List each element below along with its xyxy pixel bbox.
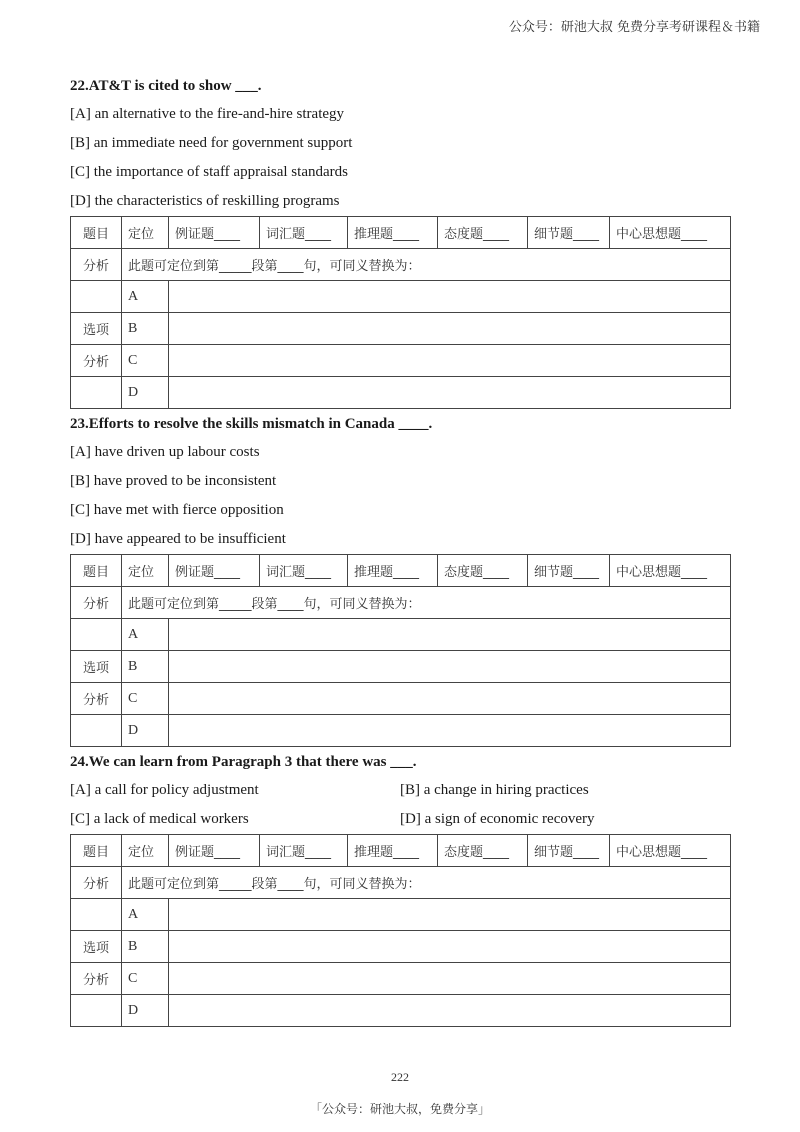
type-main-idea[interactable]: 中心思想题____ (610, 835, 731, 867)
option-analysis-label-2: 分析 (71, 345, 122, 377)
option-letter-a: A (122, 619, 169, 651)
option-a: [A] a call for policy adjustment (70, 782, 259, 798)
option-b: [B] a change in hiring practices (400, 782, 589, 798)
option-c: [C] have met with fierce opposition (70, 502, 284, 518)
option-analysis-label (71, 899, 122, 931)
option-d-analysis-cell[interactable] (169, 715, 731, 747)
option-row (70, 805, 730, 834)
row-label-analysis: 分析 (71, 867, 122, 899)
option-d-analysis-cell[interactable] (169, 377, 731, 409)
option-c-analysis-cell[interactable] (169, 683, 731, 715)
option-letter-b: B (122, 931, 169, 963)
option-letter-b: B (122, 313, 169, 345)
option-analysis-label-1: 选项 (71, 931, 122, 963)
option-analysis-label-1: 选项 (71, 313, 122, 345)
option-a-analysis-cell[interactable] (169, 619, 731, 651)
option-letter-d: D (122, 377, 169, 409)
type-attitude[interactable]: 态度题____ (438, 217, 528, 249)
option-d: [D] a sign of economic recovery (400, 811, 595, 827)
analysis-table (70, 834, 731, 1027)
locate-text[interactable]: 此题可定位到第_____段第____句，可同义替换为： (122, 587, 731, 619)
type-inference[interactable]: 推理题____ (348, 555, 438, 587)
option-d-analysis-cell[interactable] (169, 995, 731, 1027)
locate-text[interactable]: 此题可定位到第_____段第____句，可同义替换为： (122, 867, 731, 899)
type-attitude[interactable]: 态度题____ (438, 835, 528, 867)
type-vocabulary[interactable]: 词汇题____ (260, 217, 348, 249)
type-example[interactable]: 例证题____ (169, 835, 260, 867)
type-detail[interactable]: 细节题____ (528, 835, 610, 867)
option-b-analysis-cell[interactable] (169, 651, 731, 683)
type-inference[interactable]: 推理题____ (348, 835, 438, 867)
locate-text[interactable]: 此题可定位到第_____段第____句，可同义替换为： (122, 249, 731, 281)
header-note: 公众号：研池大叔 免费分享考研课程＆书籍 (508, 20, 760, 35)
option-analysis-label-1: 选项 (71, 651, 122, 683)
option-letter-b: B (122, 651, 169, 683)
type-detail[interactable]: 细节题____ (528, 555, 610, 587)
option-analysis-label-end (71, 995, 122, 1027)
locate-label: 定位 (122, 217, 169, 249)
type-main-idea[interactable]: 中心思想题____ (610, 217, 731, 249)
option-analysis-label-2: 分析 (71, 683, 122, 715)
option-b: [B] have proved to be inconsistent (70, 473, 277, 489)
question-22 (70, 73, 730, 409)
type-detail[interactable]: 细节题____ (528, 217, 610, 249)
option-analysis-label-end (71, 715, 122, 747)
option-row (70, 776, 730, 805)
option-analysis-label (71, 281, 122, 313)
type-vocabulary[interactable]: 词汇题____ (260, 555, 348, 587)
option-analysis-label (71, 619, 122, 651)
option-b: [B] an immediate need for government support (70, 135, 353, 151)
option-d: [D] have appeared to be insufficient (70, 531, 286, 547)
option-letter-d: D (122, 715, 169, 747)
option-analysis-label-2: 分析 (71, 963, 122, 995)
type-example[interactable]: 例证题____ (169, 555, 260, 587)
type-vocabulary[interactable]: 词汇题____ (260, 835, 348, 867)
option-letter-a: A (122, 899, 169, 931)
question-23 (70, 411, 730, 747)
option-letter-c: C (122, 345, 169, 377)
analysis-table (70, 216, 731, 409)
option-analysis-label-end (71, 377, 122, 409)
option-a-analysis-cell[interactable] (169, 281, 731, 313)
option-c: [C] a lack of medical workers (70, 811, 249, 827)
row-label-title: 题目 (71, 555, 122, 587)
question-stem: 22.AT&T is cited to show ___. (70, 78, 262, 94)
row-label-title: 题目 (71, 217, 122, 249)
row-label-analysis: 分析 (71, 249, 122, 281)
option-a: [A] an alternative to the fire-and-hire strategy (70, 106, 345, 122)
locate-label: 定位 (122, 835, 169, 867)
option-letter-c: C (122, 963, 169, 995)
option-letter-d: D (122, 995, 169, 1027)
option-letter-a: A (122, 281, 169, 313)
question-24 (70, 749, 730, 1027)
option-c-analysis-cell[interactable] (169, 345, 731, 377)
page-number: 222 (391, 1070, 409, 1084)
option-b-analysis-cell[interactable] (169, 931, 731, 963)
locate-label: 定位 (122, 555, 169, 587)
option-letter-c: C (122, 683, 169, 715)
option-d: [D] the characteristics of reskilling programs (70, 193, 340, 209)
option-b-analysis-cell[interactable] (169, 313, 731, 345)
analysis-table (70, 554, 731, 747)
question-stem: 23.Efforts to resolve the skills mismatch in Canada ____. (70, 416, 433, 432)
option-a: [A] have driven up labour costs (70, 444, 260, 460)
option-c-analysis-cell[interactable] (169, 963, 731, 995)
footer-note: 「公众号：研池大叔，免费分享」 (309, 1102, 490, 1116)
question-stem: 24.We can learn from Paragraph 3 that there was ___. (70, 754, 417, 770)
type-inference[interactable]: 推理题____ (348, 217, 438, 249)
type-example[interactable]: 例证题____ (169, 217, 260, 249)
type-attitude[interactable]: 态度题____ (438, 555, 528, 587)
row-label-title: 题目 (71, 835, 122, 867)
option-c: [C] the importance of staff appraisal standards (70, 164, 348, 180)
row-label-analysis: 分析 (71, 587, 122, 619)
type-main-idea[interactable]: 中心思想题____ (610, 555, 731, 587)
option-a-analysis-cell[interactable] (169, 899, 731, 931)
